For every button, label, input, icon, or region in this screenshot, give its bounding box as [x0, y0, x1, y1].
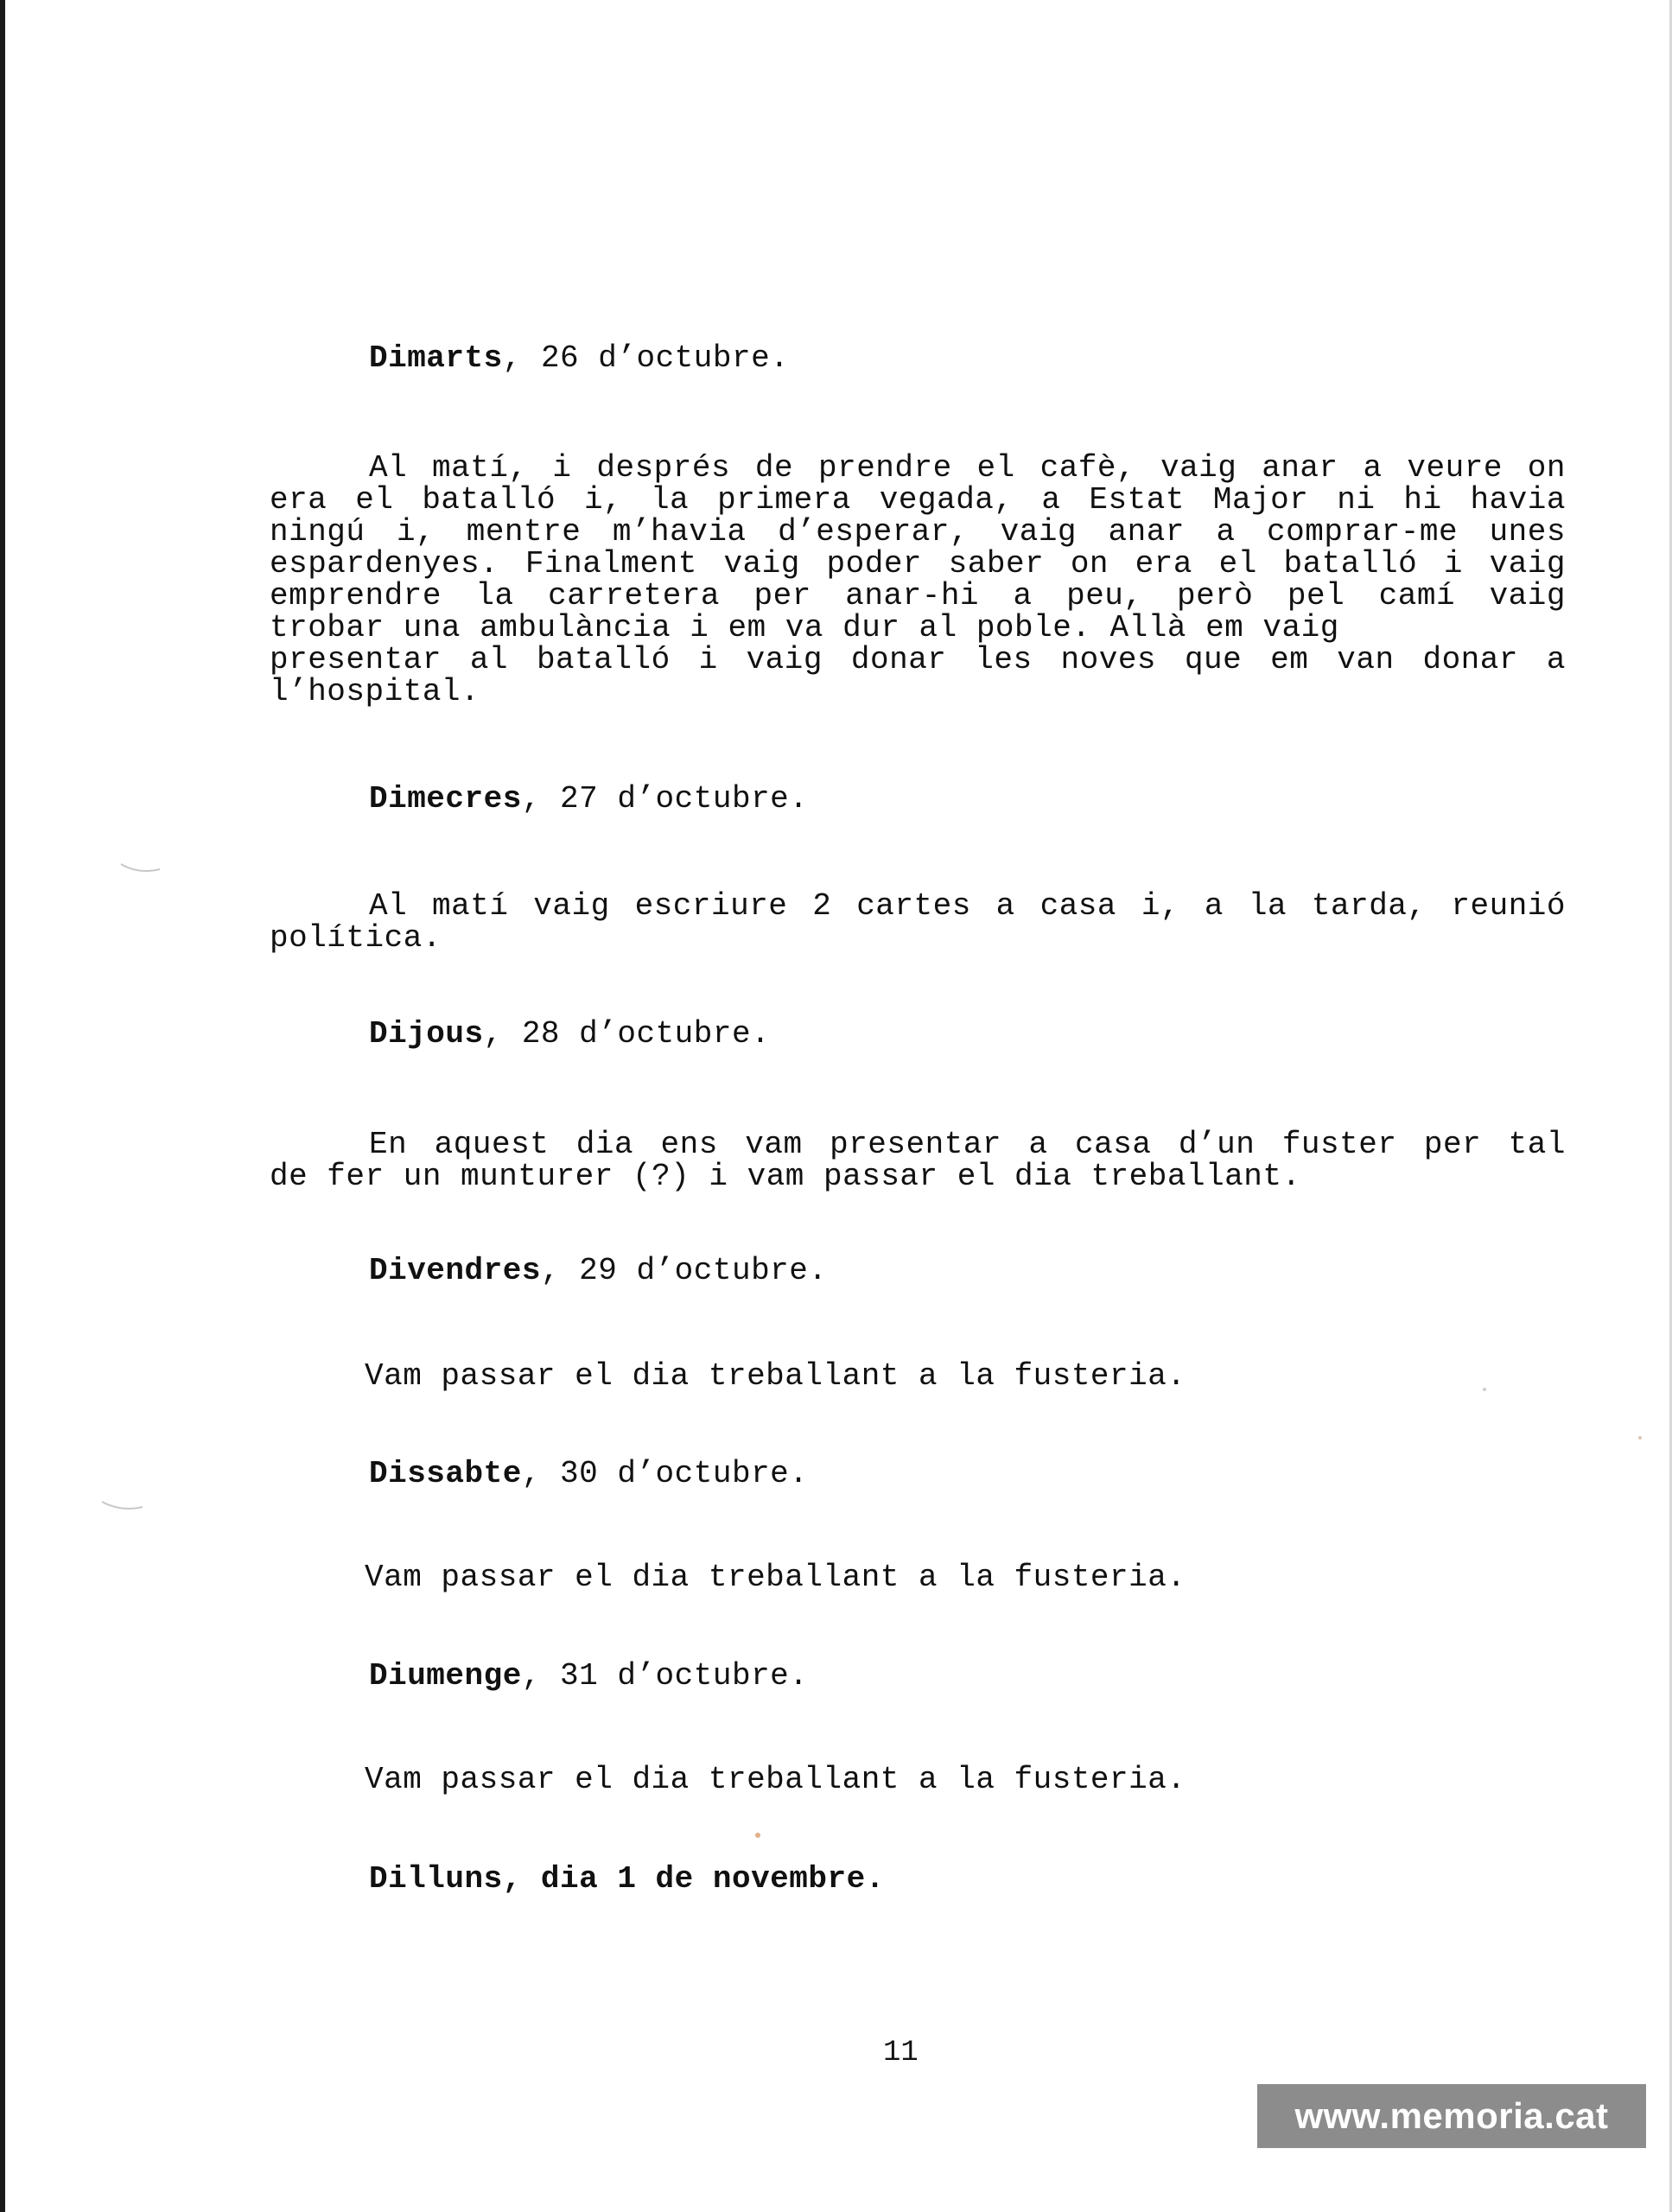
entry-heading-diumenge: Diumenge, 31 d’octubre. — [369, 1658, 809, 1694]
entry-heading-dimecres: Dimecres, 27 d’octubre. — [369, 781, 809, 817]
entry-heading-dimarts: Dimarts, 26 d’octubre. — [369, 340, 790, 376]
text-line: Al matí vaig escriure 2 cartes a casa i, a la tarda, reunió — [369, 888, 1566, 924]
entry-text-divendres: Vam passar el dia treballant a la fusteria. — [365, 1358, 1186, 1394]
text-line: espardenyes. Finalment vaig poder saber on era el batalló i vaig — [270, 546, 1566, 582]
scan-speck — [755, 1833, 760, 1838]
watermark-badge[interactable]: www.memoria.cat — [1257, 2084, 1646, 2148]
scan-mark — [102, 1502, 143, 1509]
text-line: presentar al batalló i vaig donar les noves que em van donar a — [270, 642, 1566, 677]
scan-mark — [121, 864, 160, 871]
text-line: Al matí, i després de prendre el cafè, vaig anar a veure on — [369, 450, 1566, 486]
scan-speck — [1483, 1388, 1486, 1391]
entry-text-dimecres — [270, 890, 1566, 954]
text-line: En aquest dia ens vam presentar a casa d’un fuster per tal — [369, 1127, 1566, 1162]
entry-text-dissabte: Vam passar el dia treballant a la fusteria. — [365, 1560, 1186, 1595]
entry-heading-divendres: Divendres, 29 d’octubre. — [369, 1253, 828, 1288]
text-line: era el batalló i, la primera vegada, a Estat Major ni hi havia — [270, 482, 1566, 518]
entry-text-diumenge: Vam passar el dia treballant a la fusteria. — [365, 1762, 1186, 1797]
text-line: política. — [270, 920, 442, 956]
page-number: 11 — [883, 2037, 919, 2069]
text-line: trobar una ambulància i em va dur al poble. Allà em vaig — [270, 610, 1339, 645]
text-line: de fer un munturer (?) i vam passar el dia treballant. — [270, 1159, 1301, 1194]
entry-heading-dissabte: Dissabte, 30 d’octubre. — [369, 1456, 809, 1491]
entry-heading-dijous: Dijous, 28 d’octubre. — [369, 1016, 771, 1052]
text-line: ningú i, mentre m’havia d’esperar, vaig anar a comprar-me unes — [270, 514, 1566, 550]
entry-text-dijous — [270, 1128, 1566, 1192]
text-line: l’hospital. — [270, 674, 480, 709]
entry-text-dimarts — [270, 452, 1566, 708]
text-line: emprendre la carretera per anar-hi a peu, però pel camí vaig — [270, 578, 1566, 613]
entry-heading-dilluns: Dilluns, dia 1 de novembre. — [369, 1861, 885, 1897]
scan-speck — [1638, 1436, 1642, 1440]
